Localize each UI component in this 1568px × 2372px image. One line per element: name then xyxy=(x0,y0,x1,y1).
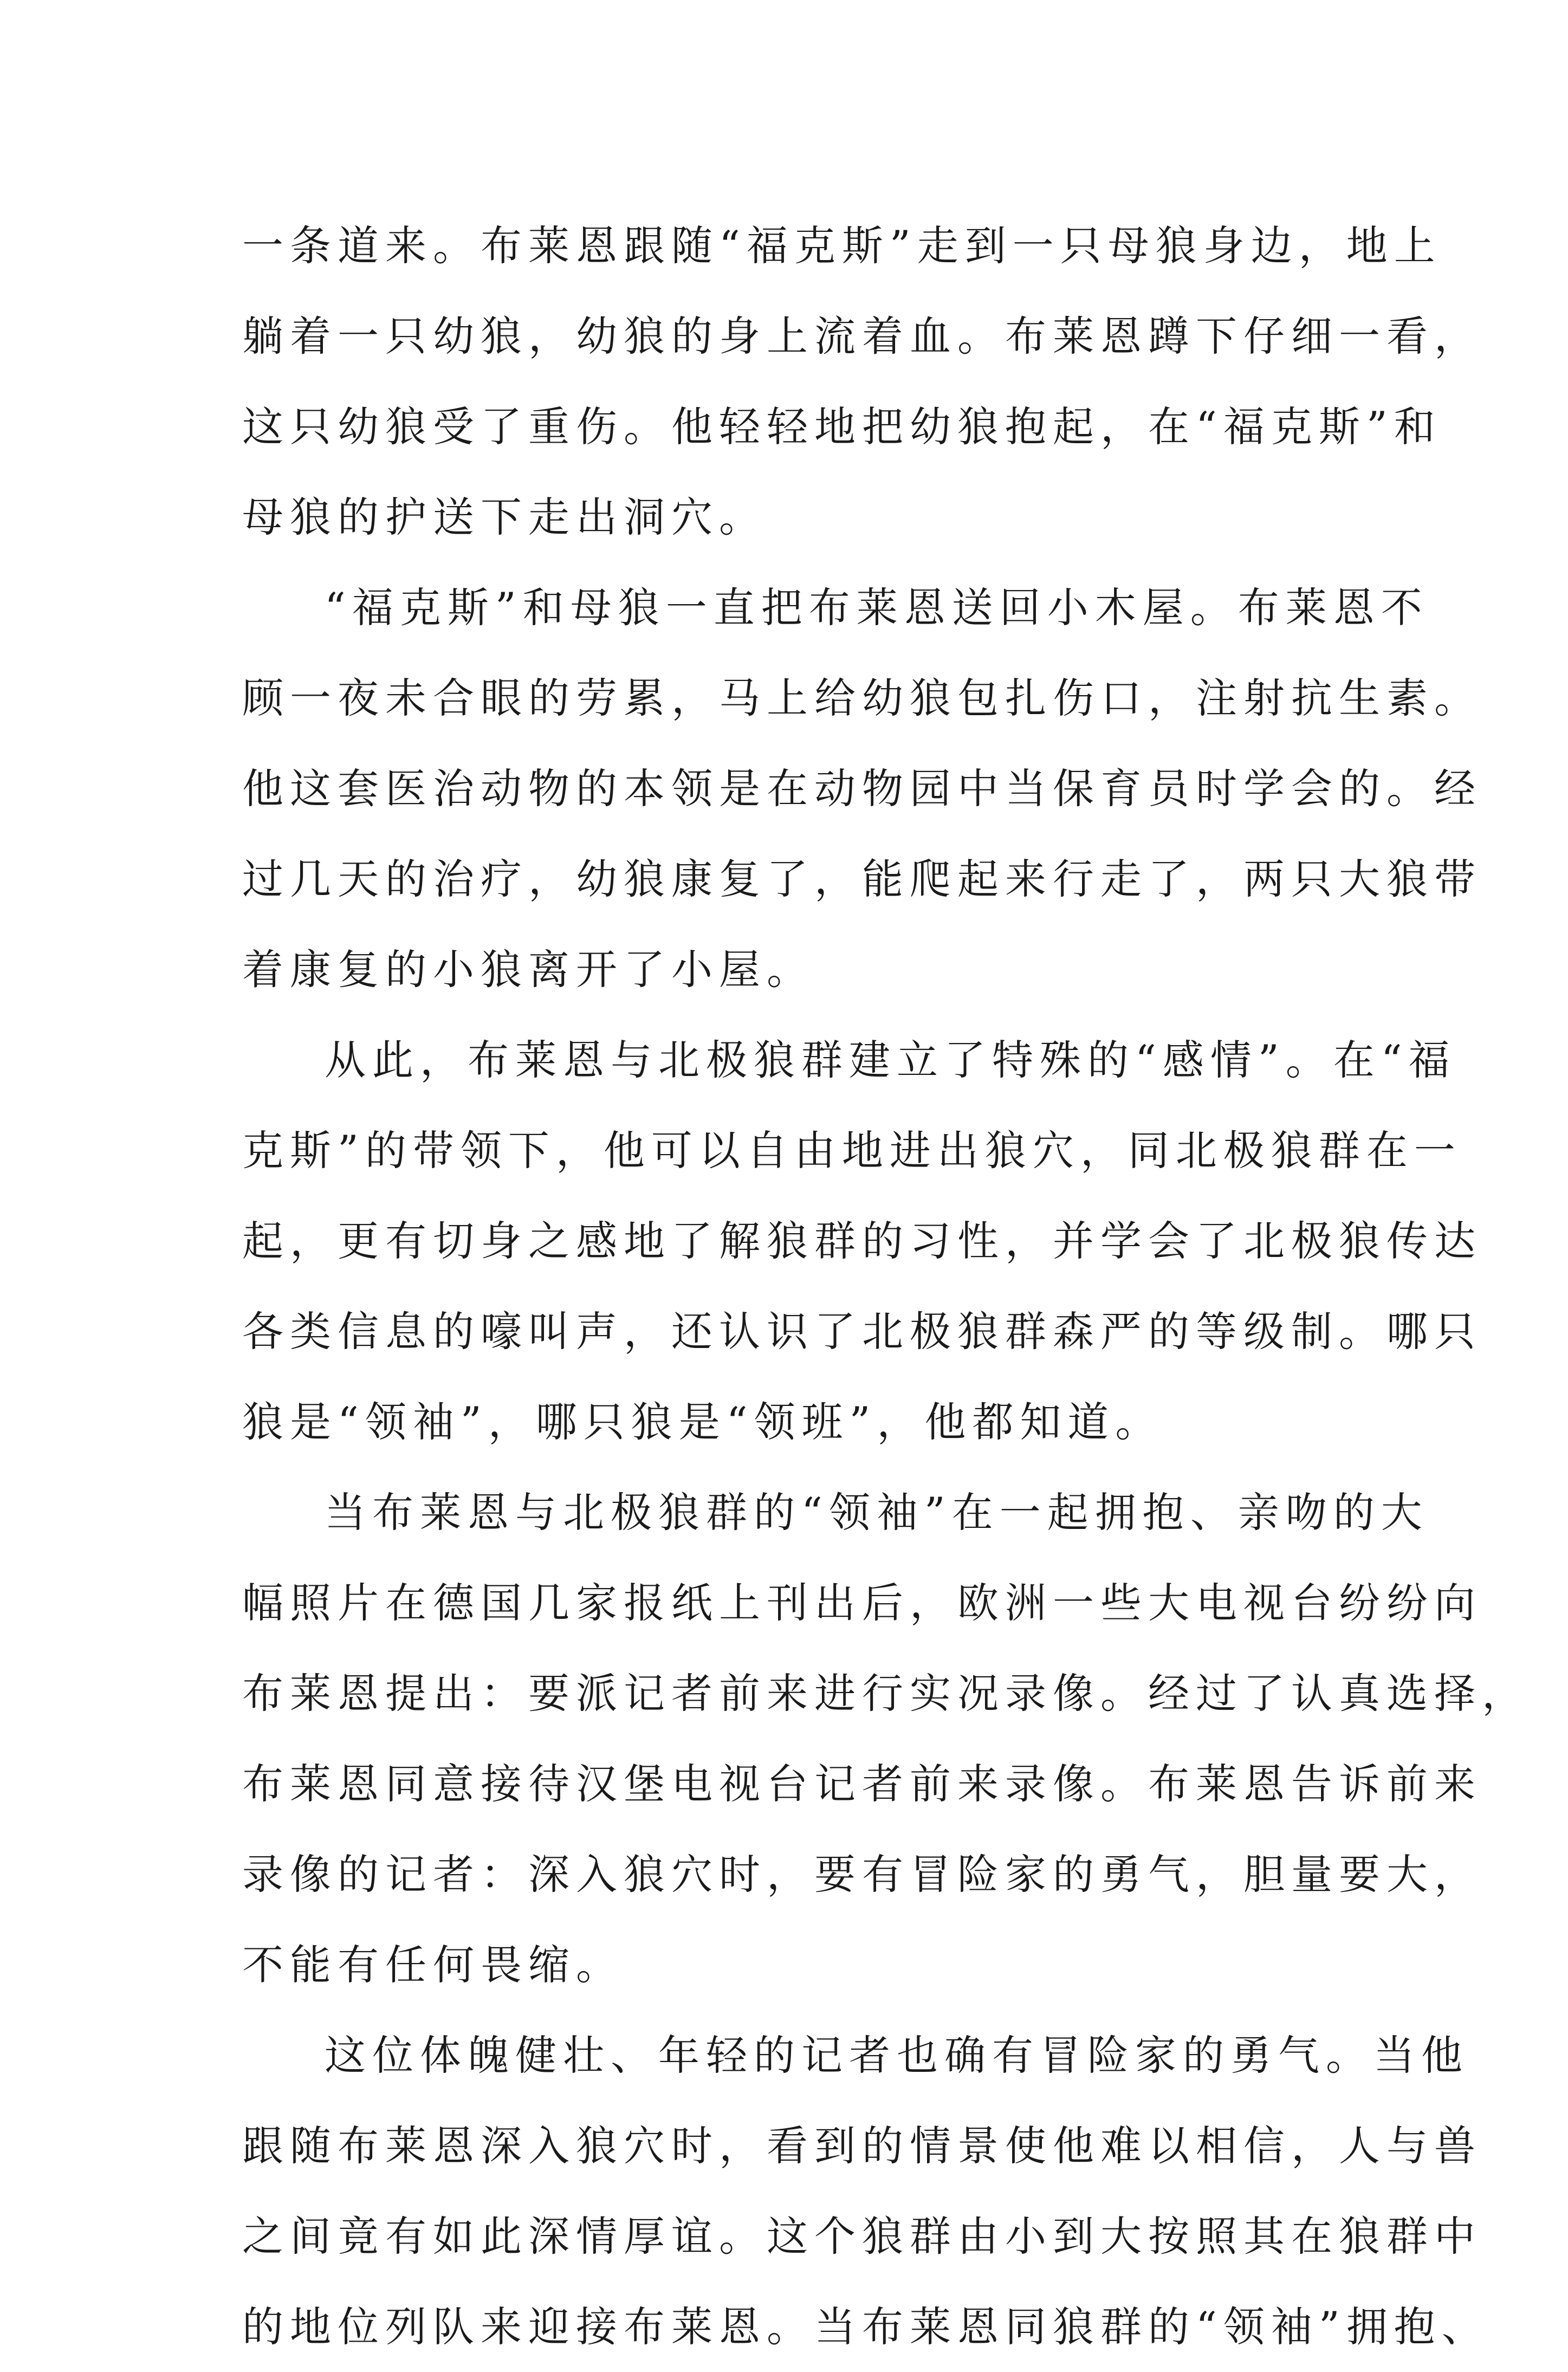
text-line: 一条道来。布莱恩跟随“福克斯”走到一只母狼身边，地上 xyxy=(242,222,1442,270)
body-text xyxy=(242,200,1530,2372)
text-line: 布莱恩同意接待汉堡电视台记者前来录像。布莱恩告诉前来 xyxy=(242,1760,1482,1808)
paragraph-first-line: 这位体魄健壮、年轻的记者也确有冒险家的勇气。当他 xyxy=(325,2031,1469,2079)
text-line: 他这套医治动物的本领是在动物园中当保育员时学会的。经 xyxy=(242,764,1482,813)
text-line: 之间竟有如此深情厚谊。这个狼群由小到大按照其在狼群中 xyxy=(242,2212,1482,2260)
text-line: 躺着一只幼狼，幼狼的身上流着血。布莱恩蹲下仔细一看， xyxy=(242,312,1482,360)
text-line: 不能有任何畏缩。 xyxy=(242,1941,624,1989)
text-line: 狼是“领袖”，哪只狼是“领班”，他都知道。 xyxy=(242,1398,1163,1446)
text-line: 录像的记者：深入狼穴时，要有冒险家的勇气，胆量要大， xyxy=(242,1850,1482,1898)
text-line: 这只幼狼受了重伤。他轻轻地把幼狼抱起，在“福克斯”和 xyxy=(242,403,1442,451)
text-line: 克斯”的带领下，他可以自由地进出狼穴，同北极狼群在一 xyxy=(242,1126,1462,1175)
text-line: 起，更有切身之感地了解狼群的习性，并学会了北极狼传达 xyxy=(242,1217,1482,1265)
paragraph-first-line: “福克斯”和母狼一直把布莱恩送回小木屋。布莱恩不 xyxy=(325,584,1429,632)
text-line: 过几天的治疗，幼狼康复了，能爬起来行走了，两只大狼带 xyxy=(242,855,1482,903)
text-line: 布莱恩提出：要派记者前来进行实况录像。经过了认真选择， xyxy=(242,1669,1530,1718)
text-line: 幅照片在德国几家报纸上刊出后，欧洲一些大电视台纷纷向 xyxy=(242,1579,1482,1627)
text-line: 顾一夜未合眼的劳累，马上给幼狼包扎伤口，注射抗生素。 xyxy=(242,674,1482,722)
text-line: 母狼的护送下走出洞穴。 xyxy=(242,493,767,541)
text-line: 跟随布莱恩深入狼穴时，看到的情景使他难以相信，人与兽 xyxy=(242,2122,1482,2170)
text-line: 的地位列队来迎接布莱恩。当布莱恩同狼群的“领袖”拥抱、 xyxy=(242,2303,1489,2351)
paragraph-first-line: 当布莱恩与北极狼群的“领袖”在一起拥抱、亲吻的大 xyxy=(325,1488,1429,1537)
text-line: 各类信息的嚎叫声，还认识了北极狼群森严的等级制。哪只 xyxy=(242,1307,1482,1356)
paragraph-first-line: 从此，布莱恩与北极狼群建立了特殊的“感情”。在“福 xyxy=(325,1036,1456,1084)
text-line: 着康复的小狼离开了小屋。 xyxy=(242,945,814,994)
